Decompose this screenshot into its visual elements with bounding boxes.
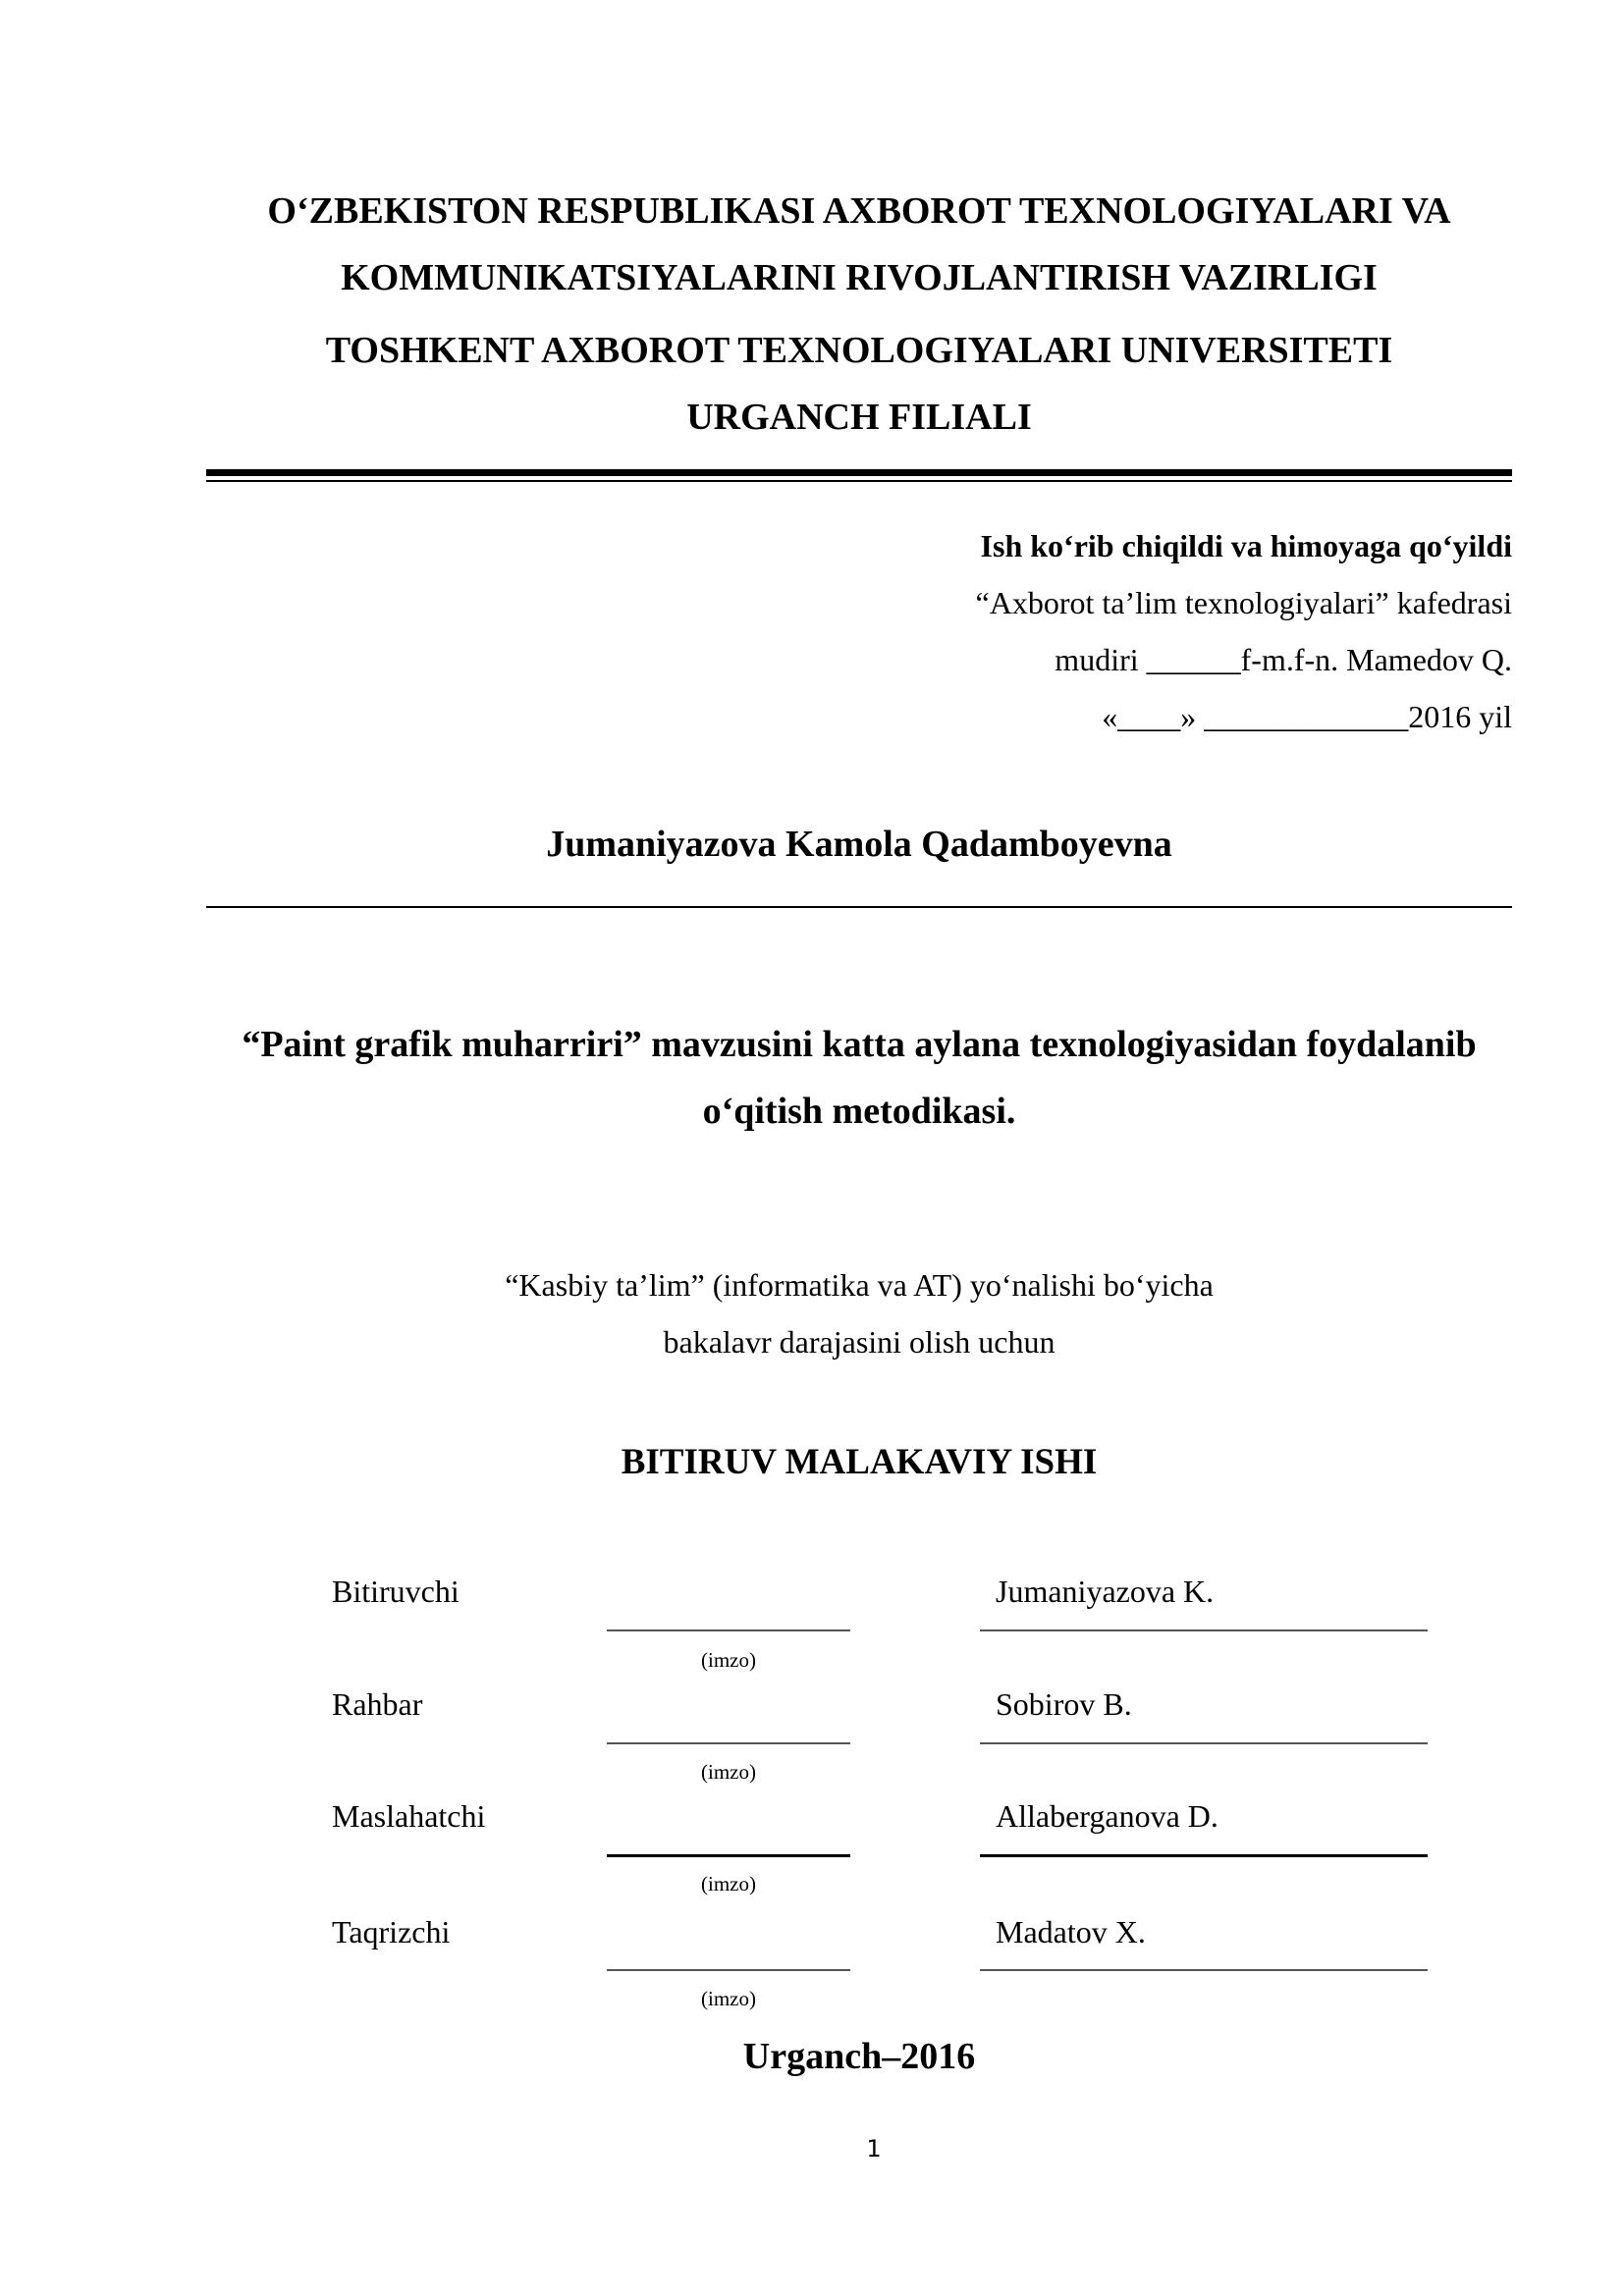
thesis-title-line-1: “Paint grafik muharriri” mavzusini katta aylana texnologiyasidan foydalanib bbox=[242, 1024, 1477, 1065]
signature-name: Jumaniyazova K. bbox=[996, 1574, 1215, 1609]
approval-heading-text: Ish ko‘rib chiqildi va himoyaga qo‘yildi bbox=[980, 528, 1512, 563]
signature-role: Maslahatchi bbox=[332, 1798, 486, 1834]
header-divider-thick bbox=[206, 469, 1512, 476]
thesis-title bbox=[206, 1011, 1512, 1145]
branch-heading: URGANCH FILIALI bbox=[686, 397, 1032, 438]
signature-line bbox=[607, 1969, 850, 1971]
city-year: Urganch–2016 bbox=[742, 2036, 976, 2077]
name-line bbox=[980, 1854, 1428, 1857]
signature-name: Madatov X. bbox=[996, 1914, 1146, 1949]
work-type-heading: BITIRUV MALAKAVIY ISHI bbox=[621, 1442, 1098, 1482]
signature-caption: (imzo) bbox=[701, 1760, 756, 1784]
signature-name: Allaberganova D. bbox=[996, 1798, 1218, 1834]
signature-role: Taqrizchi bbox=[332, 1914, 451, 1949]
signature-caption: (imzo) bbox=[701, 1987, 756, 2010]
signature-role: Rahbar bbox=[332, 1686, 423, 1722]
approval-heading bbox=[981, 517, 1512, 574]
approval-head: mudiri ______f-m.f-n. Mamedov Q. bbox=[1055, 642, 1512, 677]
author-name: Jumaniyazova Kamola Qadamboyevna bbox=[546, 824, 1172, 865]
signature-caption: (imzo) bbox=[701, 1648, 756, 1672]
ministry-heading-line-2: KOMMUNIKATSIYALARINI RIVOJLANTIRISH VAZIRLIGI bbox=[341, 257, 1378, 298]
signature-line bbox=[607, 1629, 850, 1631]
name-line bbox=[980, 1742, 1428, 1744]
approval-date: «____» _____________2016 yil bbox=[1102, 699, 1512, 734]
specialty-line-1: “Kasbiy ta’lim” (informatika va AT) yo‘nalishi bo‘yicha bbox=[505, 1267, 1214, 1303]
name-line bbox=[980, 1629, 1428, 1631]
page-number: 1 bbox=[866, 2135, 882, 2163]
ministry-heading-line-1: O‘ZBEKISTON RESPUBLIKASI AXBOROT TEXNOLOGIYALARI VA bbox=[267, 190, 1451, 232]
signature-name: Sobirov B. bbox=[996, 1686, 1132, 1722]
signature-line bbox=[607, 1854, 850, 1857]
signature-line bbox=[607, 1742, 850, 1744]
specialty-line-2: bakalavr darajasini olish uchun bbox=[663, 1324, 1056, 1360]
name-line bbox=[980, 1969, 1428, 1971]
approval-department: “Axborot ta’lim texnologiyalari” kafedrasi bbox=[975, 585, 1512, 620]
university-heading: TOSHKENT AXBOROT TEXNOLOGIYALARI UNIVERSITETI bbox=[325, 330, 1393, 371]
header-divider-thin bbox=[206, 480, 1512, 482]
signature-caption: (imzo) bbox=[701, 1872, 756, 1896]
author-underline bbox=[206, 906, 1512, 908]
thesis-title-line-2: o‘qitish metodikasi. bbox=[702, 1091, 1016, 1132]
signature-role: Bitiruvchi bbox=[332, 1574, 460, 1609]
